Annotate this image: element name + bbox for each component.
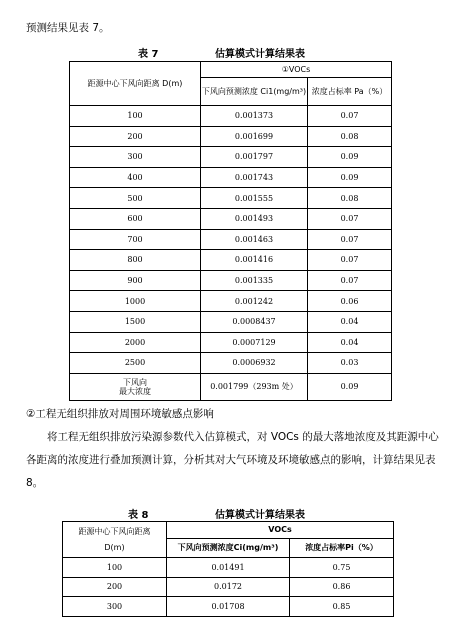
- conc-cell: 0.001699: [201, 126, 308, 147]
- ratio-cell: 0.07: [308, 250, 392, 271]
- ratio-cell: 0.85: [290, 597, 394, 617]
- table-row: [70, 126, 392, 147]
- table-row: [63, 558, 394, 578]
- distance-cell: 700: [70, 229, 201, 250]
- ratio-cell: 0.07: [308, 229, 392, 250]
- table7-max-label: [70, 373, 201, 400]
- table-row: [70, 291, 392, 312]
- table7-header-distance: 距源中心下风向距离 D(m): [70, 62, 201, 106]
- table-row: [70, 332, 392, 353]
- conc-cell: 0.001335: [201, 270, 308, 291]
- distance-cell: 100: [70, 106, 201, 127]
- table7-title: 估算模式计算结果表: [215, 49, 305, 60]
- conc-cell: 0.001555: [201, 188, 308, 209]
- table7-max-label-line2: 最大浓度: [119, 386, 151, 396]
- section2-heading: ②工程无组织排放对周围环境敏感点影响: [26, 408, 214, 420]
- table7-header-ratio: 浓度占标率 Pa（%）: [308, 78, 392, 106]
- ratio-cell: 0.04: [308, 311, 392, 332]
- ratio-cell: 0.06: [308, 291, 392, 312]
- table-row: [70, 229, 392, 250]
- conc-cell: 0.001797: [201, 147, 308, 168]
- conc-cell: 0.001416: [201, 250, 308, 271]
- table8-title: 估算模式计算结果表: [215, 510, 305, 521]
- conc-cell: 0.001493: [201, 208, 308, 229]
- table7-max-label-line1: 下风向: [123, 377, 147, 387]
- table-row: [70, 147, 392, 168]
- table8: [62, 521, 394, 617]
- ratio-cell: 0.09: [308, 147, 392, 168]
- conc-cell: 0.0172: [167, 577, 290, 597]
- table8-header-distance: [63, 522, 167, 558]
- table8-number: 表 8: [128, 510, 149, 521]
- distance-cell: 2000: [70, 332, 201, 353]
- table-row: [70, 250, 392, 271]
- ratio-cell: 0.86: [290, 577, 394, 597]
- conc-cell: 0.001373: [201, 106, 308, 127]
- distance-cell: 200: [70, 126, 201, 147]
- table-row: [70, 270, 392, 291]
- table7-number: 表 7: [138, 49, 159, 60]
- table-row: [70, 311, 392, 332]
- table8-header-distance-line2: D(m): [104, 542, 125, 552]
- distance-cell: 300: [70, 147, 201, 168]
- table8-header-pollutant: VOCs: [167, 522, 394, 539]
- distance-cell: 500: [70, 188, 201, 209]
- conc-cell: 0.01708: [167, 597, 290, 617]
- table-row: [63, 577, 394, 597]
- conc-cell: 0.0006932: [201, 353, 308, 374]
- ratio-cell: 0.04: [308, 332, 392, 353]
- distance-cell: 900: [70, 270, 201, 291]
- distance-cell: 1500: [70, 311, 201, 332]
- table8-header-distance-line1: 距源中心下风向距离: [78, 527, 151, 537]
- table-row: [70, 188, 392, 209]
- ratio-cell: 0.09: [308, 167, 392, 188]
- ratio-cell: 0.07: [308, 106, 392, 127]
- distance-cell: 1000: [70, 291, 201, 312]
- table8-header-ratio: 浓度占标率Pi（%）: [290, 539, 394, 558]
- distance-cell: 100: [63, 558, 167, 578]
- table-row: [63, 597, 394, 617]
- table8-body: [63, 558, 394, 617]
- body-paragraph: 将工程无组织排放污染源参数代入估算模式，对 VOCs 的最大落地浓度及其距源中心各距离的浓度进行叠加预测计算，分析其对大气环境及环境敏感点的影响，计算结果见表 8。: [26, 431, 439, 489]
- ratio-cell: 0.07: [308, 208, 392, 229]
- table7-body: [70, 106, 392, 374]
- distance-cell: 300: [63, 597, 167, 617]
- intro-text: 预测结果见表 7。: [26, 22, 110, 34]
- conc-cell: 0.0007129: [201, 332, 308, 353]
- ratio-cell: 0.07: [308, 270, 392, 291]
- conc-cell: 0.001743: [201, 167, 308, 188]
- ratio-cell: 0.08: [308, 126, 392, 147]
- conc-cell: 0.001463: [201, 229, 308, 250]
- conc-cell: 0.01491: [167, 558, 290, 578]
- table7-header-conc: 下风向预测浓度 Ci1(mg/m³): [201, 78, 308, 106]
- table-row: [70, 106, 392, 127]
- distance-cell: 200: [63, 577, 167, 597]
- table7-max-conc: 0.001799（293m 处）: [201, 373, 308, 400]
- table-row: [70, 353, 392, 374]
- table8-header-conc: 下风向预测浓度Ci(mg/m³): [167, 539, 290, 558]
- conc-cell: 0.001242: [201, 291, 308, 312]
- distance-cell: 2500: [70, 353, 201, 374]
- ratio-cell: 0.03: [308, 353, 392, 374]
- conc-cell: 0.0008437: [201, 311, 308, 332]
- ratio-cell: 0.75: [290, 558, 394, 578]
- table-row: [70, 208, 392, 229]
- distance-cell: 600: [70, 208, 201, 229]
- distance-cell: 400: [70, 167, 201, 188]
- table7-max-ratio: 0.09: [308, 373, 392, 400]
- distance-cell: 800: [70, 250, 201, 271]
- table7: [69, 61, 392, 401]
- table7-header-pollutant: ①VOCs: [201, 62, 392, 78]
- ratio-cell: 0.08: [308, 188, 392, 209]
- table-row: [70, 167, 392, 188]
